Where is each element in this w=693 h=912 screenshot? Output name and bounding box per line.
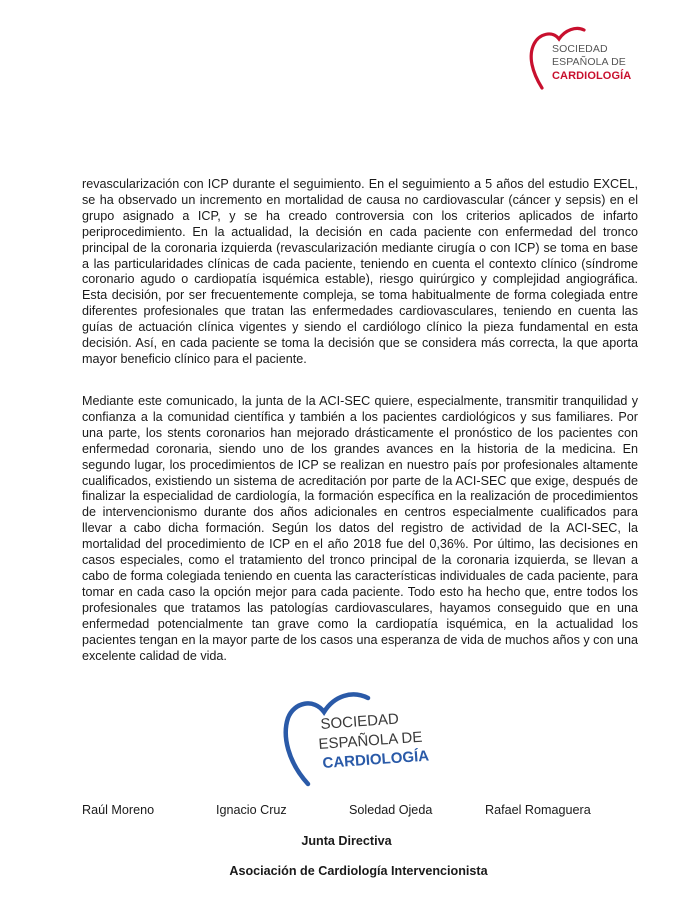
board-label: Junta Directiva	[301, 834, 392, 848]
logo-line-cardiologia: CARDIOLOGÍA	[552, 70, 632, 82]
logo-line-sociedad: SOCIEDAD	[320, 710, 400, 733]
logo-line-espanola: ESPAÑOLA DE	[552, 56, 626, 68]
sec-center-logo	[282, 692, 452, 787]
body-paragraph-2: Mediante este comunicado, la junta de la ACI-SEC quiere, especialmente, transmitir tranquilidad y confianza a la comunidad científica y también a los pacientes cardiológicos y sus familiares. Por una parte, los stents coronarios han mejorado drásticamente el pronóstico de los pacientes con enfermedad coronaria, siendo uno de los grandes avances en la historia de la medicina. En segundo lugar, los procedimientos de ICP se realizan en nuestro país por profesionales altamente cualificados, existiendo un sistema de acreditación por parte de la ACI-SEC que exige, después de finalizar la especialidad de cardiología, la formación específica en la realización de procedimientos de intervencionismo durante dos años adicionales en centros especialmente cualificados para llevar a cabo dicha formación. Según los datos del registro de actividad de la ACI-SEC, la mortalidad del procedimiento de ICP en el año 2018 fue del 0,36%. Por último, las decisiones en casos especiales, como el tratamiento del tronco principal de la coronaria izquierda, se llevan a cabo de forma colegiada teniendo en cuenta las características individuales de cada paciente, para tomar en cada caso la opción mejor para cada paciente. Todo esto ha hecho que, entre todos los profesionales que tratamos las patologías cardiovasculares, hayamos conseguido que en una enfermedad potencialmente tan grave como la cardiopatía isquémica, en la actualidad los pacientes tengan en la mayor parte de los casos una esperanza de vida de muchos años y con una excelente calidad de vida.	[82, 394, 638, 663]
signatory-name: Soledad Ojeda	[349, 803, 433, 817]
logo-line-cardiologia: CARDIOLOGÍA	[322, 747, 430, 772]
association-name: Asociación de Cardiología Intervencionista	[229, 864, 488, 878]
signatory-name: Raúl Moreno	[82, 803, 155, 817]
signatory-name: Ignacio Cruz	[216, 803, 287, 817]
body-paragraph-1: revascularización con ICP durante el seguimiento. En el seguimiento a 5 años del estudio EXCEL, se ha observado un incremento en mortalidad de causa no cardiovascular (cáncer y sepsis) en el grupo asignado a ICP, y se ha creado controversia con los criterios aplicados de infarto periprocedimiento. En la actualidad, la decisión en cada paciente con enfermedad del tronco principal de la coronaria izquierda (revascularización mediante cirugía o con ICP) se toma en base a las particularidades clínicas de cada paciente, teniendo en cuenta el contexto clínico (síndrome coronario agudo o cardiopatía isquémica estable), riesgo quirúrgico y complejidad angiográfica. Esta decisión, por ser frecuentemente compleja, se toma habitualmente de forma colegiada entre diferentes profesionales que tratan las enfermedades cardiovasculares, teniendo en cuenta las guías de actuación clínica vigentes y siendo el cardiólogo clínico la pieza fundamental en esta decisión. Así, en cada paciente se toma la decisión que se considera más correcta, la que aporta mayor beneficio clínico para el paciente.	[82, 177, 638, 366]
sec-header-logo	[526, 22, 646, 92]
signatories-row	[0, 803, 693, 821]
logo-line-sociedad: SOCIEDAD	[552, 43, 608, 55]
logo-line-espanola: ESPAÑOLA DE	[318, 728, 423, 753]
signatory-name: Rafael Romaguera	[485, 803, 591, 817]
